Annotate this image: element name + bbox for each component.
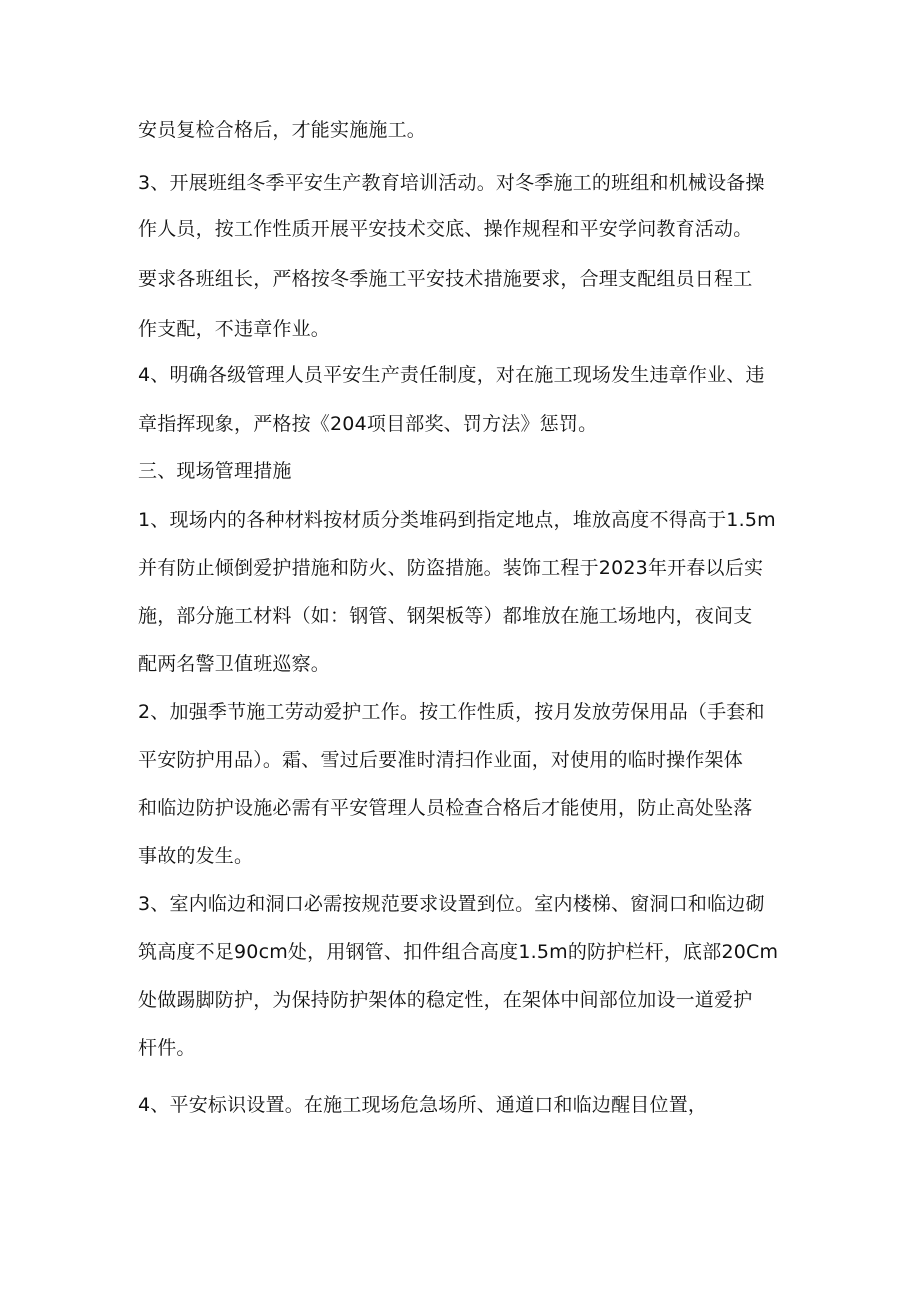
text-line: 处做踢脚防护，为保持防护架体的稳定性，在架体中间部位加设一道爱护 — [138, 989, 753, 1011]
text-line: 1、现场内的各种材料按材质分类堆码到指定地点，堆放高度不得高于1.5m — [138, 509, 776, 531]
text-line: 要求各班组长，严格按冬季施工平安技术措施要求，合理支配组员日程工 — [138, 268, 753, 290]
text-line: 3、室内临边和洞口必需按规范要求设置到位。室内楼梯、窗洞口和临边砌 — [138, 893, 765, 915]
text-line: 并有防止倾倒爱护措施和防火、防盗措施。装饰工程于2023年开春以后实 — [138, 557, 764, 579]
text-line: 4、平安标识设置。在施工现场危急场所、通道口和临边醒目位置， — [138, 1094, 708, 1116]
text-line: 杆件。 — [138, 1037, 196, 1059]
section-heading: 三、现场管理措施 — [138, 460, 292, 482]
text-line: 作支配，不违章作业。 — [138, 318, 331, 340]
text-line: 和临边防护设施必需有平安管理人员检查合格后才能使用，防止高处坠落 — [138, 797, 753, 819]
text-line: 3、开展班组冬季平安生产教育培训活动。对冬季施工的班组和机械设备操 — [138, 172, 765, 194]
text-line: 平安防护用品）。霜、雪过后要准时清扫作业面，对使用的临时操作架体 — [138, 749, 743, 771]
text-line: 安员复检合格后，才能实施施工。 — [138, 119, 427, 141]
text-line: 筑高度不足90cm处，用钢管、扣件组合高度1.5m的防护栏杆，底部20Cm — [138, 941, 779, 963]
text-line: 配两名警卫值班巡察。 — [138, 653, 331, 675]
text-line: 4、明确各级管理人员平安生产责任制度，对在施工现场发生违章作业、违 — [138, 364, 765, 386]
text-line: 章指挥现象，严格按《204项目部奖、罚方法》惩罚。 — [138, 413, 598, 435]
text-line: 事故的发生。 — [138, 845, 254, 867]
text-line: 施，部分施工材料（如：钢管、钢架板等）都堆放在施工场地内，夜间支 — [138, 605, 753, 627]
text-line: 2、加强季节施工劳动爱护工作。按工作性质，按月发放劳保用品（手套和 — [138, 701, 765, 723]
text-line: 作人员，按工作性质开展平安技术交底、操作规程和平安学问教育活动。 — [138, 218, 753, 240]
